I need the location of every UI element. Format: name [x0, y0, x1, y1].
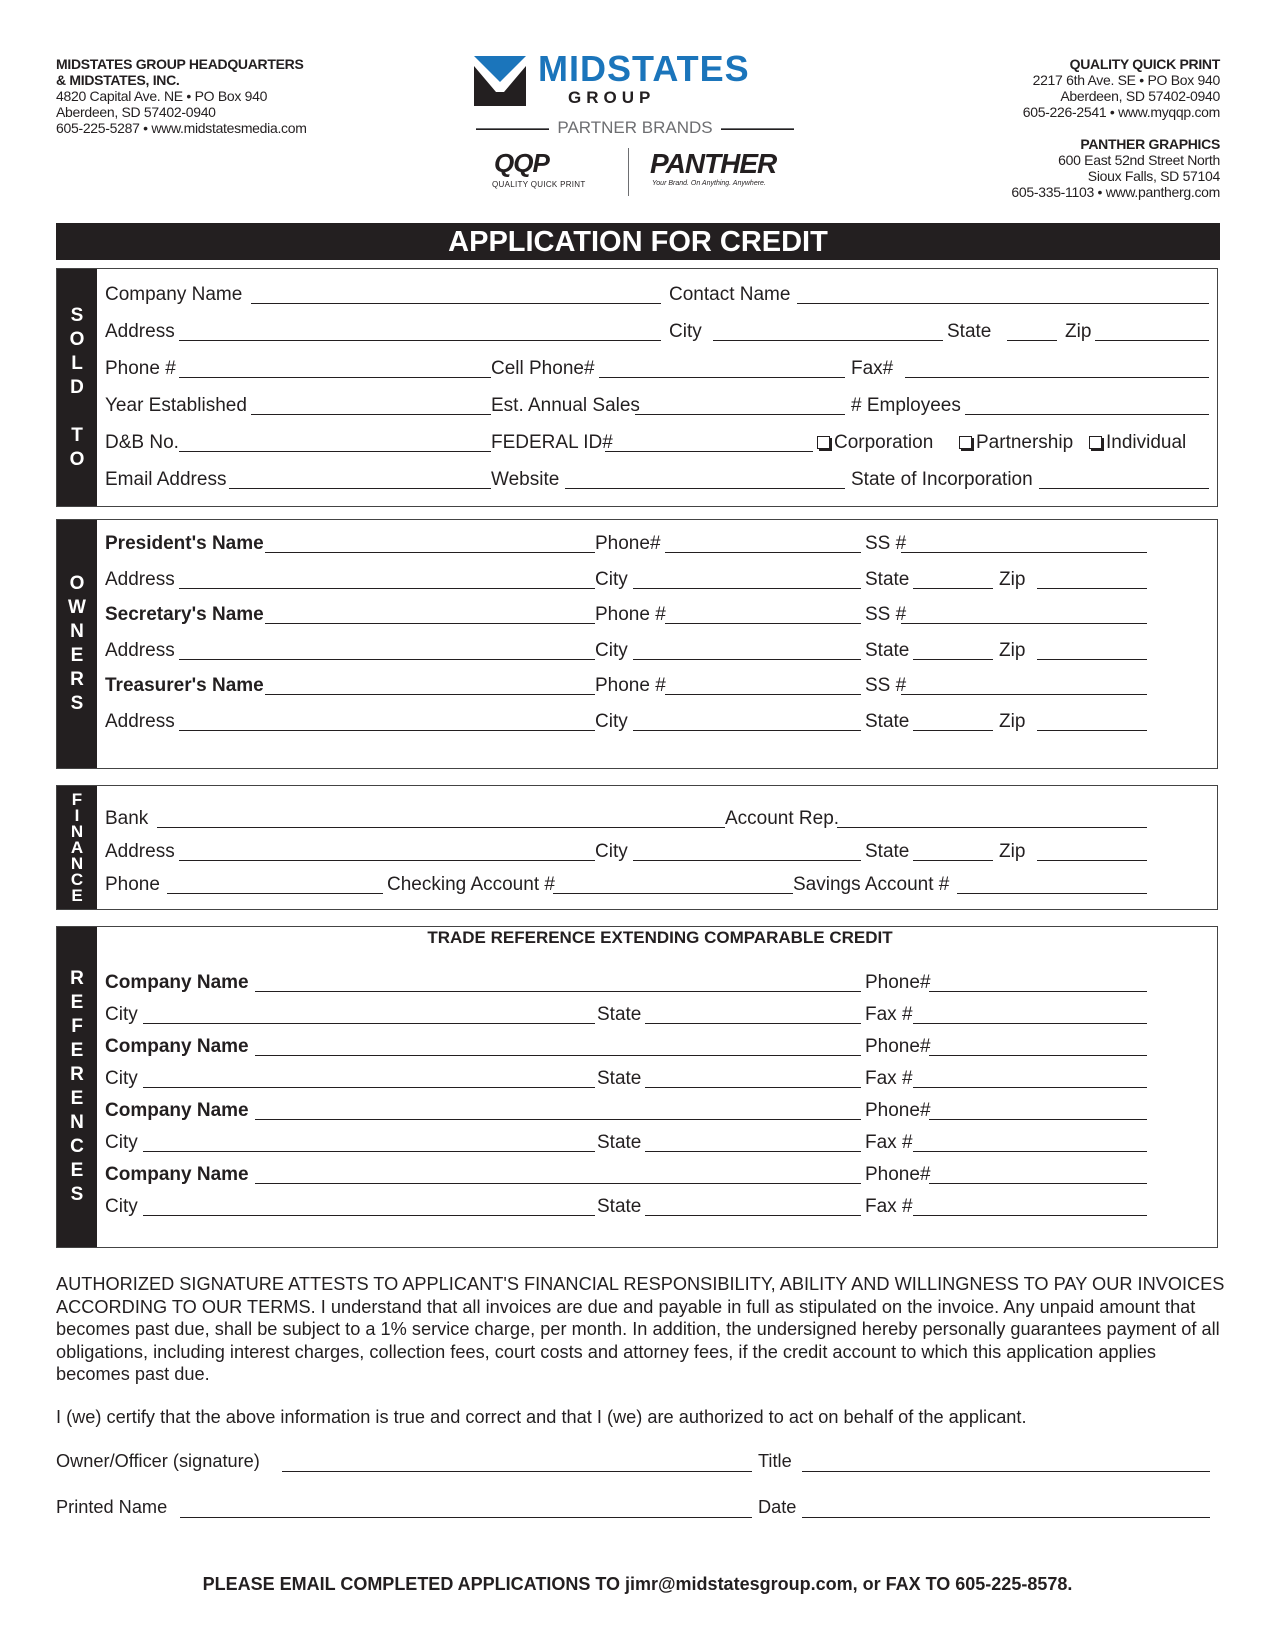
- owner-name-field[interactable]: [265, 623, 595, 624]
- references-letter: R: [70, 1064, 84, 1085]
- bank-field[interactable]: [157, 827, 725, 828]
- owner-zip-field[interactable]: [1037, 659, 1147, 660]
- sold-to-side-label: [57, 269, 97, 506]
- owner-zip-field[interactable]: [1037, 588, 1147, 589]
- reference-fax-label: Fax #: [865, 1068, 913, 1089]
- row-signature: [56, 1451, 1226, 1475]
- owner-ss-field[interactable]: [901, 694, 1147, 695]
- year-established-label: Year Established: [105, 395, 247, 416]
- email-label: Email Address: [105, 469, 227, 490]
- reference-phone-label: Phone#: [865, 972, 931, 993]
- owner-state-field[interactable]: [913, 730, 993, 731]
- date-field[interactable]: [802, 1517, 1210, 1518]
- reference-phone-label: Phone#: [865, 1164, 931, 1185]
- sold-to-letter: L: [71, 352, 83, 374]
- account-rep-label: Account Rep.: [725, 808, 840, 829]
- reference-state-label: State: [597, 1068, 642, 1089]
- reference-city-label: City: [105, 1068, 138, 1089]
- partnership-checkbox[interactable]: [959, 436, 972, 449]
- owner-city-label: City: [595, 640, 628, 661]
- owner-state-field[interactable]: [913, 588, 993, 589]
- row-phone: [105, 357, 1215, 381]
- trade-reference-heading: TRADE REFERENCE EXTENDING COMPARABLE CREDIT: [427, 928, 893, 947]
- annual-sales-field[interactable]: [635, 414, 845, 415]
- printed-name-label: Printed Name: [56, 1497, 168, 1517]
- finance-zip-label: Zip: [999, 841, 1026, 862]
- reference-city-field[interactable]: [143, 1023, 595, 1024]
- sold-to-letter: [74, 400, 79, 424]
- reference-fax-field[interactable]: [913, 1087, 1147, 1088]
- reference-city-row: [105, 1003, 1215, 1027]
- finance-phone-label: Phone: [105, 874, 160, 895]
- finance-phone-field[interactable]: [167, 893, 383, 894]
- owner-name-row: [105, 674, 1215, 698]
- reference-phone-field[interactable]: [929, 991, 1147, 992]
- hq-address-block: [56, 56, 307, 136]
- reference-fax-label: Fax #: [865, 1004, 913, 1025]
- finance-state-label: State: [865, 841, 910, 862]
- partnership-option[interactable]: Partnership: [959, 431, 1073, 455]
- row-finance-address: [105, 840, 1215, 864]
- checking-field[interactable]: [553, 893, 793, 894]
- row-bank: [105, 807, 1215, 831]
- references-letter: S: [70, 1184, 84, 1205]
- owners-letter: E: [70, 645, 84, 666]
- state-field[interactable]: [1007, 340, 1057, 341]
- row-company: [105, 283, 1215, 307]
- reference-company-row: [105, 971, 1215, 995]
- partner-addresses: [1011, 56, 1220, 200]
- references-letter: C: [70, 1136, 84, 1157]
- finance-city-label: City: [595, 841, 628, 862]
- panther-address: 600 East 52nd Street North: [1058, 152, 1220, 168]
- sold-to-letter: S: [70, 304, 84, 326]
- zip-field[interactable]: [1095, 340, 1209, 341]
- federal-id-label: FEDERAL ID#: [491, 432, 613, 453]
- reference-state-label: State: [597, 1004, 642, 1025]
- finance-letter: A: [70, 837, 84, 857]
- city-field[interactable]: [713, 340, 943, 341]
- finance-city-field[interactable]: [633, 860, 861, 861]
- email-field[interactable]: [229, 488, 491, 489]
- owner-ss-field[interactable]: [901, 623, 1147, 624]
- title-field[interactable]: [802, 1471, 1210, 1472]
- savings-field[interactable]: [957, 893, 1147, 894]
- reference-state-field[interactable]: [645, 1087, 861, 1088]
- reference-fax-label: Fax #: [865, 1196, 913, 1217]
- annual-sales-label: Est. Annual Sales: [491, 395, 640, 416]
- reference-city-label: City: [105, 1004, 138, 1025]
- owner-ss-field[interactable]: [901, 552, 1147, 553]
- row-email: [105, 468, 1215, 492]
- owner-name-label: President's Name: [105, 533, 264, 554]
- owners-letter: W: [68, 597, 86, 618]
- owner-city-field[interactable]: [633, 588, 861, 589]
- cell-phone-label: Cell Phone#: [491, 358, 595, 379]
- phone-label: Phone #: [105, 358, 176, 379]
- owner-zip-label: Zip: [999, 640, 1026, 661]
- date-label: Date: [758, 1497, 797, 1517]
- owner-ss-label: SS #: [865, 533, 907, 554]
- row-dnb: [105, 431, 1215, 455]
- references-letter: E: [70, 1040, 84, 1061]
- finance-zip-field[interactable]: [1037, 860, 1147, 861]
- references-letter: R: [70, 968, 84, 989]
- reference-city-row: [105, 1067, 1215, 1091]
- checking-label: Checking Account #: [387, 874, 555, 895]
- reference-phone-field[interactable]: [929, 1183, 1147, 1184]
- qqp-city: Aberdeen, SD 57402-0940: [1060, 88, 1220, 104]
- reference-city-row: [105, 1195, 1215, 1219]
- references-letter: E: [70, 1088, 84, 1109]
- employees-field[interactable]: [965, 414, 1209, 415]
- owner-name-row: [105, 532, 1215, 556]
- qqp-contact: 605-226-2541 • www.myqqp.com: [1022, 104, 1220, 120]
- finance-state-field[interactable]: [913, 860, 993, 861]
- sold-to-letter: T: [71, 424, 83, 446]
- corporation-option[interactable]: Corporation: [817, 431, 933, 455]
- reference-company-label: Company Name: [105, 1100, 249, 1121]
- owner-address-field[interactable]: [179, 730, 595, 731]
- owner-state-field[interactable]: [913, 659, 993, 660]
- reference-fax-label: Fax #: [865, 1132, 913, 1153]
- employees-label: # Employees: [851, 395, 961, 416]
- dnb-field[interactable]: [179, 451, 491, 452]
- reference-city-field[interactable]: [143, 1087, 595, 1088]
- reference-phone-field[interactable]: [929, 1055, 1147, 1056]
- finance-letter: C: [70, 869, 84, 889]
- reference-phone-label: Phone#: [865, 1036, 931, 1057]
- bank-label: Bank: [105, 808, 149, 829]
- finance-side-label: [57, 786, 97, 909]
- title-label: Title: [758, 1451, 792, 1471]
- dnb-label: D&B No.: [105, 432, 179, 453]
- row-year: [105, 394, 1215, 418]
- contact-name-label: Contact Name: [669, 284, 791, 305]
- qqp-tagline: QUALITY QUICK PRINT: [492, 180, 586, 189]
- terms-paragraph: AUTHORIZED SIGNATURE ATTESTS TO APPLICANT'S FINANCIAL RESPONSIBILITY, ABILITY AND WILLINGNESS TO PAY OUR INVOICES ACCORDING TO OUR TERMS. I understand that all invoices are due and payable in full as stipulated on the invoice. Any unpaid amount that becomes past due, shall be subject to a 1% service charge, per month. In addition, the undersigned hereby personally guarantees payment of all obligations, including interest charges, collection fees, court costs and attorney fees, if the credit account to which this application applies becomes past due.: [56, 1274, 1225, 1384]
- finance-letter: E: [71, 885, 83, 905]
- printed-name-field[interactable]: [180, 1517, 752, 1518]
- owner-name-field[interactable]: [265, 694, 595, 695]
- reference-city-label: City: [105, 1132, 138, 1153]
- owner-name-label: Treasurer's Name: [105, 675, 264, 696]
- qqp-address: 2217 6th Ave. SE • PO Box 940: [1032, 72, 1220, 88]
- address-label: Address: [105, 321, 175, 342]
- reference-state-field[interactable]: [645, 1151, 861, 1152]
- panther-tagline: Your Brand. On Anything. Anywhere.: [652, 180, 766, 187]
- reference-company-label: Company Name: [105, 1164, 249, 1185]
- hq-name-line1: MIDSTATES GROUP HEADQUARTERS: [56, 56, 304, 72]
- reference-company-field[interactable]: [255, 1183, 861, 1184]
- phone-field[interactable]: [179, 377, 491, 378]
- owner-zip-label: Zip: [999, 569, 1026, 590]
- section-owners: [56, 519, 1218, 769]
- owner-signature-label: Owner/Officer (signature): [56, 1451, 260, 1471]
- fax-field[interactable]: [905, 377, 1209, 378]
- logo-divider: [628, 148, 629, 196]
- reference-fax-field[interactable]: [913, 1215, 1147, 1216]
- cell-phone-field[interactable]: [599, 377, 845, 378]
- finance-letter: N: [70, 821, 84, 841]
- owner-state-label: State: [865, 711, 910, 732]
- owner-address-label: Address: [105, 569, 175, 590]
- reference-company-field[interactable]: [255, 1055, 861, 1056]
- hq-address: 4820 Capital Ave. NE • PO Box 940: [56, 88, 268, 104]
- reference-fax-field[interactable]: [913, 1023, 1147, 1024]
- owner-ss-label: SS #: [865, 675, 907, 696]
- owner-phone-field[interactable]: [665, 623, 861, 624]
- owner-phone-field[interactable]: [665, 694, 861, 695]
- reference-city-label: City: [105, 1196, 138, 1217]
- reference-fax-field[interactable]: [913, 1151, 1147, 1152]
- reference-company-label: Company Name: [105, 1036, 249, 1057]
- owners-letter: R: [70, 669, 84, 690]
- owner-name-row: [105, 603, 1215, 627]
- finance-letter: N: [70, 853, 84, 873]
- owner-name-field[interactable]: [265, 552, 595, 553]
- qqp-name: QUALITY QUICK PRINT: [1069, 56, 1220, 72]
- address-field[interactable]: [179, 340, 661, 341]
- owner-address-row: [105, 710, 1215, 734]
- owner-address-row: [105, 568, 1215, 592]
- midstates-v-icon: [474, 56, 526, 106]
- panther-contact: 605-335-1103 • www.pantherg.com: [1011, 184, 1220, 200]
- individual-checkbox[interactable]: [1089, 436, 1102, 449]
- corporation-checkbox[interactable]: [817, 436, 830, 449]
- footer-instructions: PLEASE EMAIL COMPLETED APPLICATIONS TO jimr@midstatesgroup.com, or FAX TO 605-225-8578.: [202, 1574, 1073, 1594]
- state-incorp-field[interactable]: [1039, 488, 1209, 489]
- reference-company-row: [105, 1099, 1215, 1123]
- logo-brand: MIDSTATES: [538, 48, 750, 89]
- section-finance: [56, 785, 1218, 910]
- owners-side-label: [57, 520, 97, 768]
- company-name-field[interactable]: [251, 303, 661, 304]
- midstates-logo: [470, 48, 800, 202]
- references-letter: E: [70, 992, 84, 1013]
- certify-statement: I (we) certify that the above information is true and correct and that I (we) are authorized to act on behalf of the applicant.: [56, 1407, 1027, 1427]
- reference-company-field[interactable]: [255, 1119, 861, 1120]
- owner-phone-label: Phone #: [595, 604, 666, 625]
- reference-state-label: State: [597, 1196, 642, 1217]
- owners-letter: O: [69, 573, 85, 594]
- reference-phone-field[interactable]: [929, 1119, 1147, 1120]
- company-name-label: Company Name: [105, 284, 243, 305]
- website-field[interactable]: [565, 488, 845, 489]
- partner-brands-label: PARTNER BRANDS: [470, 118, 800, 138]
- owner-address-field[interactable]: [179, 659, 595, 660]
- finance-letter: F: [71, 789, 83, 809]
- owner-city-field[interactable]: [633, 659, 861, 660]
- owner-ss-label: SS #: [865, 604, 907, 625]
- owner-phone-label: Phone #: [595, 675, 666, 696]
- fax-label: Fax#: [851, 358, 894, 379]
- reference-company-row: [105, 1035, 1215, 1059]
- account-rep-field[interactable]: [837, 827, 1147, 828]
- reference-phone-label: Phone#: [865, 1100, 931, 1121]
- reference-state-label: State: [597, 1132, 642, 1153]
- sold-to-letter: O: [69, 448, 85, 470]
- reference-company-label: Company Name: [105, 972, 249, 993]
- city-label: City: [669, 321, 702, 342]
- row-finance-phone: [105, 873, 1215, 897]
- owner-address-field[interactable]: [179, 588, 595, 589]
- references-letter: E: [70, 1160, 84, 1181]
- state-label: State: [947, 321, 992, 342]
- owners-letter: N: [70, 621, 84, 642]
- finance-letter: I: [74, 805, 80, 825]
- finance-address-label: Address: [105, 841, 175, 862]
- references-letter: F: [71, 1016, 83, 1037]
- state-incorp-label: State of Incorporation: [851, 469, 1033, 490]
- owner-name-label: Secretary's Name: [105, 604, 264, 625]
- owner-phone-label: Phone#: [595, 533, 661, 554]
- qqp-logo: QQP: [494, 148, 549, 178]
- hq-city: Aberdeen, SD 57402-0940: [56, 104, 216, 120]
- finance-address-field[interactable]: [179, 860, 595, 861]
- federal-id-field[interactable]: [605, 451, 813, 452]
- logo-group: GROUP: [568, 88, 656, 107]
- individual-option[interactable]: Individual: [1089, 431, 1186, 455]
- hq-name-line2: & MIDSTATES, INC.: [56, 72, 180, 88]
- reference-state-field[interactable]: [645, 1023, 861, 1024]
- owner-address-label: Address: [105, 640, 175, 661]
- owner-city-field[interactable]: [633, 730, 861, 731]
- references-letter: N: [70, 1112, 84, 1133]
- owner-city-label: City: [595, 569, 628, 590]
- owner-signature-field[interactable]: [282, 1471, 752, 1472]
- references-side-label: [57, 927, 97, 1247]
- panther-logo: PANTHER: [650, 148, 777, 179]
- row-address: [105, 320, 1215, 344]
- owner-state-label: State: [865, 569, 910, 590]
- contact-name-field[interactable]: [797, 303, 1209, 304]
- hq-contact: 605-225-5287 • www.midstatesmedia.com: [56, 120, 307, 136]
- sold-to-letter: O: [69, 328, 85, 350]
- row-printed-name: [56, 1497, 1226, 1521]
- reference-state-field[interactable]: [645, 1215, 861, 1216]
- page-title: APPLICATION FOR CREDIT: [56, 223, 1220, 260]
- website-label: Website: [491, 469, 560, 490]
- panther-name: PANTHER GRAPHICS: [1080, 136, 1220, 152]
- owner-zip-label: Zip: [999, 711, 1026, 732]
- year-established-field[interactable]: [251, 414, 491, 415]
- reference-city-row: [105, 1131, 1215, 1155]
- owner-state-label: State: [865, 640, 910, 661]
- savings-label: Savings Account #: [793, 874, 950, 895]
- panther-city: Sioux Falls, SD 57104: [1087, 168, 1220, 184]
- owner-city-label: City: [595, 711, 628, 732]
- reference-city-field[interactable]: [143, 1151, 595, 1152]
- owner-zip-field[interactable]: [1037, 730, 1147, 731]
- zip-label: Zip: [1065, 321, 1092, 342]
- reference-city-field[interactable]: [143, 1215, 595, 1216]
- reference-company-row: [105, 1163, 1215, 1187]
- owner-address-row: [105, 639, 1215, 663]
- owners-letter: S: [70, 693, 84, 714]
- owner-phone-field[interactable]: [665, 552, 861, 553]
- sold-to-letter: D: [70, 376, 84, 398]
- reference-company-field[interactable]: [255, 991, 861, 992]
- section-references: [56, 926, 1218, 1248]
- owner-address-label: Address: [105, 711, 175, 732]
- section-sold-to: [56, 268, 1218, 507]
